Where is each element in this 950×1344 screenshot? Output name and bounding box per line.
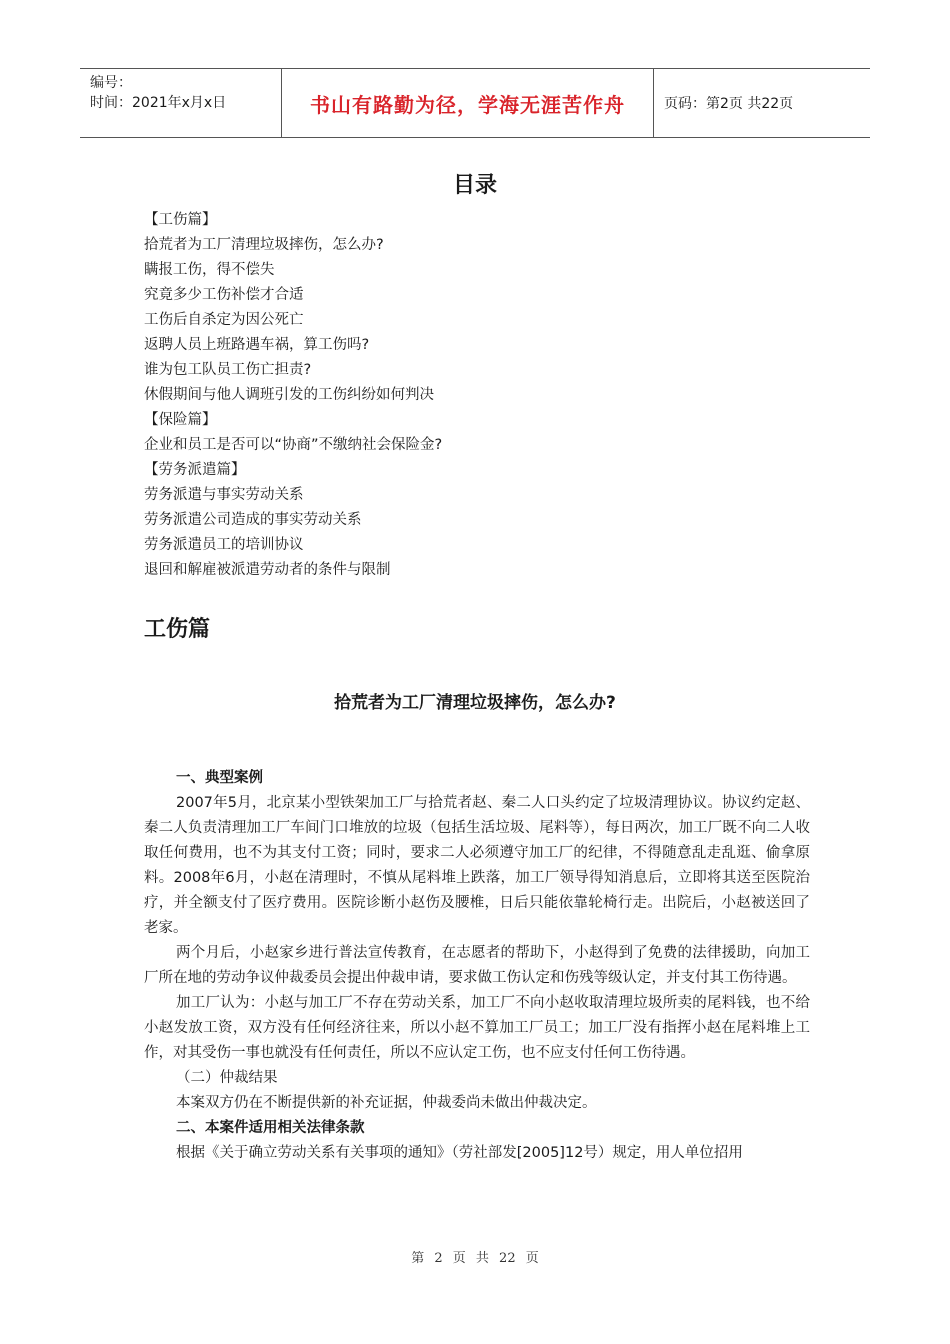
article-title: 拾荒者为工厂清理垃圾摔伤，怎么办? <box>334 693 616 713</box>
paragraph: 两个月后，小赵家乡进行普法宣传教育，在志愿者的帮助下，小赵得到了免费的法律援助，向加工厂所在地的劳动争议仲裁委员会提出仲裁申请，要求做工伤认定和伤残等级认定，并支付其工伤待遇。 <box>144 945 810 986</box>
toc-item[interactable]: 【劳务派遣篇】 <box>144 462 246 478</box>
header-page-info: 页码：第2页 共22页 <box>664 96 794 112</box>
heading-arbitration-result: （二）仲裁结果 <box>176 1070 278 1086</box>
header-meta <box>80 69 282 137</box>
toc-item[interactable]: 劳务派遣公司造成的事实劳动关系 <box>144 512 362 528</box>
toc-item[interactable]: 返聘人员上班路遇车祸，算工伤吗? <box>144 337 370 353</box>
document-header <box>80 68 870 138</box>
toc-item[interactable]: 劳务派遣员工的培训协议 <box>144 537 304 553</box>
table-of-contents <box>144 208 844 583</box>
toc-item[interactable]: 瞒报工伤，得不偿失 <box>144 262 275 278</box>
toc-item[interactable]: 休假期间与他人调班引发的工伤纠纷如何判决 <box>144 387 434 403</box>
toc-item[interactable]: 退回和解雇被派遣劳动者的条件与限制 <box>144 562 391 578</box>
toc-item[interactable]: 工伤后自杀定为因公死亡 <box>144 312 304 328</box>
toc-item[interactable]: 【工伤篇】 <box>144 212 217 228</box>
heading-typical-case: 一、典型案例 <box>176 770 263 786</box>
paragraph: 本案双方仍在不断提供新的补充证据，仲裁委尚未做出仲裁决定。 <box>176 1095 597 1111</box>
time-label: 时间：2021年x月x日 <box>90 95 227 111</box>
toc-item[interactable]: 劳务派遣与事实劳动关系 <box>144 487 304 503</box>
paragraph: 2007年5月，北京某小型铁架加工厂与拾荒者赵、秦二人口头约定了垃圾清理协议。协议约定赵、秦二人负责清理加工厂车间门口堆放的垃圾（包括生活垃圾、尾料等），每日两次，加工厂既不向二人收取任何费用，也不为其支付工资；同时，要求二人必须遵守加工厂的纪律，不得随意乱走乱逛、偷拿原料。2008年6月，小赵在清理时，不慎从尾料堆上跌落，加工厂领导得知消息后，立即将其送至医院治疗，并全额支付了医疗费用。医院诊断小赵伤及腰椎，日后只能依靠轮椅行走。出院后，小赵被送回了老家。 <box>144 795 810 936</box>
header-motto: 书山有路勤为径，学海无涯苦作舟 <box>282 69 654 137</box>
heading-applicable-law: 二、本案件适用相关法律条款 <box>176 1120 365 1136</box>
paragraph: 根据《关于确立劳动关系有关事项的通知》（劳社部发[2005]12号）规定，用人单位招用 <box>176 1145 743 1161</box>
article-body <box>144 766 810 1166</box>
number-label: 编号： <box>90 75 132 91</box>
page-footer: 第 2 页 共 22 页 <box>411 1251 539 1266</box>
toc-item[interactable]: 拾荒者为工厂清理垃圾摔伤，怎么办? <box>144 237 384 253</box>
paragraph: 加工厂认为：小赵与加工厂不存在劳动关系，加工厂不向小赵收取清理垃圾所卖的尾料钱，也不给小赵发放工资，双方没有任何经济往来，所以小赵不算加工厂员工；加工厂没有指挥小赵在尾料堆上工作，对其受伤一事也就没有任何责任，所以不应认定工伤，也不应支付任何工伤待遇。 <box>144 995 810 1061</box>
toc-item[interactable]: 究竟多少工伤补偿才合适 <box>144 287 304 303</box>
toc-title: 目录 <box>452 173 497 198</box>
toc-item[interactable]: 【保险篇】 <box>144 412 217 428</box>
toc-item[interactable]: 企业和员工是否可以“协商”不缴纳社会保险金? <box>144 437 443 453</box>
section-title: 工伤篇 <box>144 617 211 642</box>
toc-item[interactable]: 谁为包工队员工伤亡担责? <box>144 362 312 378</box>
